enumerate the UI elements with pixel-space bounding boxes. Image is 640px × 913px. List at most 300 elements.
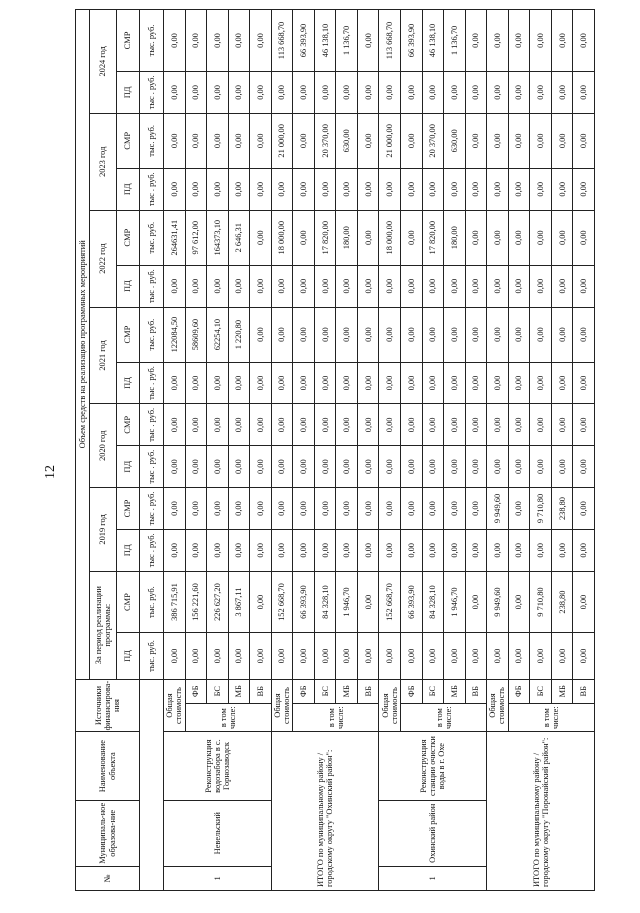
value-cell: 0,00 xyxy=(164,71,186,113)
value-cell: 0,00 xyxy=(293,210,315,265)
value-cell: 0,00 xyxy=(314,307,336,362)
value-cell: 0,00 xyxy=(508,404,530,446)
value-cell: 0,00 xyxy=(185,446,207,488)
source-cell: МБ xyxy=(551,679,573,703)
value-cell: 0,00 xyxy=(573,168,595,210)
value-cell: 0,00 xyxy=(271,488,293,530)
value-cell: 0,00 xyxy=(487,265,509,307)
value-cell: 0,00 xyxy=(573,571,595,633)
value-cell: 0,00 xyxy=(336,446,358,488)
value-cell: 0,00 xyxy=(207,113,229,168)
value-cell: 20 370,00 xyxy=(314,113,336,168)
value-cell: 0,00 xyxy=(465,10,487,72)
value-cell: 0,00 xyxy=(465,446,487,488)
value-cell: 0,00 xyxy=(185,265,207,307)
value-cell: 0,00 xyxy=(551,529,573,571)
value-cell: 0,00 xyxy=(185,113,207,168)
source-cell: БС xyxy=(530,679,552,703)
value-cell: 0,00 xyxy=(379,633,401,679)
value-cell: 0,00 xyxy=(508,113,530,168)
source-cell: Общая стоимость xyxy=(271,679,293,732)
value-cell: 0,00 xyxy=(487,10,509,72)
value-cell: 0,00 xyxy=(293,529,315,571)
value-cell: 0,00 xyxy=(551,404,573,446)
value-cell: 0,00 xyxy=(293,168,315,210)
pd-header: ПД xyxy=(117,265,140,307)
value-cell: 0,00 xyxy=(551,113,573,168)
row-number: 1 xyxy=(379,866,487,890)
municipality-cell: Невельский xyxy=(164,800,272,866)
value-cell: 0,00 xyxy=(293,404,315,446)
value-cell: 0,00 xyxy=(379,362,401,404)
object-cell: Реконструкция станции очистки воды в г. Охе xyxy=(379,732,487,800)
unit-header: тыс. руб. xyxy=(140,10,164,72)
value-cell: 0,00 xyxy=(336,265,358,307)
year-header: 2024 год xyxy=(90,10,117,114)
value-cell: 0,00 xyxy=(379,168,401,210)
value-cell: 630,00 xyxy=(336,113,358,168)
value-cell: 0,00 xyxy=(207,168,229,210)
value-cell: 0,00 xyxy=(250,362,272,404)
rotated-table-container xyxy=(75,9,595,891)
value-cell: 0,00 xyxy=(164,633,186,679)
unit-header: тыс. руб. xyxy=(140,210,164,265)
unit-header: тыс . руб. xyxy=(140,168,164,210)
source-cell: Общая стоимость xyxy=(379,679,401,732)
smr-header: СМР xyxy=(117,113,140,168)
value-cell: 0,00 xyxy=(422,265,444,307)
value-cell: 0,00 xyxy=(185,168,207,210)
value-cell: 0,00 xyxy=(271,529,293,571)
value-cell: 0,00 xyxy=(250,168,272,210)
source-cell: БС xyxy=(314,679,336,703)
value-cell: 0,00 xyxy=(573,488,595,530)
value-cell: 0,00 xyxy=(573,113,595,168)
table-row xyxy=(271,10,293,891)
col-source-header: Источники финансирова-ния xyxy=(76,679,140,732)
value-cell: 0,00 xyxy=(185,529,207,571)
value-cell: 0,00 xyxy=(314,529,336,571)
value-cell: 0,00 xyxy=(551,362,573,404)
value-cell: 0,00 xyxy=(336,307,358,362)
value-cell: 0,00 xyxy=(271,265,293,307)
value-cell: 0,00 xyxy=(336,633,358,679)
value-cell: 0,00 xyxy=(530,10,552,72)
table-body xyxy=(164,10,595,891)
value-cell: 0,00 xyxy=(465,488,487,530)
value-cell: 0,00 xyxy=(164,446,186,488)
value-cell: 0,00 xyxy=(551,10,573,72)
value-cell: 0,00 xyxy=(314,488,336,530)
value-cell: 0,00 xyxy=(228,633,250,679)
value-cell: 66 393,90 xyxy=(293,571,315,633)
value-cell: 0,00 xyxy=(379,446,401,488)
value-cell: 0,00 xyxy=(164,10,186,72)
value-cell: 0,00 xyxy=(228,71,250,113)
value-cell: 0,00 xyxy=(336,404,358,446)
value-cell: 0,00 xyxy=(357,633,379,679)
total-label: ИТОГО по муниципальному району / городскому округу "Охинский район": xyxy=(271,732,379,891)
value-cell: 386 715,91 xyxy=(164,571,186,633)
value-cell: 0,00 xyxy=(530,168,552,210)
pd-header: ПД xyxy=(117,529,140,571)
value-cell: 0,00 xyxy=(271,307,293,362)
value-cell: 0,00 xyxy=(530,633,552,679)
smr-header: СМР xyxy=(117,571,140,633)
value-cell: 0,00 xyxy=(551,446,573,488)
value-cell: 17 820,00 xyxy=(314,210,336,265)
value-cell: 0,00 xyxy=(250,529,272,571)
value-cell: 0,00 xyxy=(465,71,487,113)
value-cell: 0,00 xyxy=(250,404,272,446)
subgroup-label: в том числе: xyxy=(508,703,594,732)
value-cell: 226 627,20 xyxy=(207,571,229,633)
value-cell: 0,00 xyxy=(401,168,423,210)
value-cell: 0,00 xyxy=(530,529,552,571)
value-cell: 0,00 xyxy=(465,168,487,210)
value-cell: 0,00 xyxy=(207,10,229,72)
value-cell: 0,00 xyxy=(293,265,315,307)
value-cell: 0,00 xyxy=(508,210,530,265)
value-cell: 0,00 xyxy=(530,362,552,404)
pd-header: ПД xyxy=(117,446,140,488)
value-cell: 0,00 xyxy=(422,362,444,404)
value-cell: 152 668,70 xyxy=(379,571,401,633)
value-cell: 0,00 xyxy=(465,633,487,679)
value-cell: 0,00 xyxy=(228,404,250,446)
value-cell: 0,00 xyxy=(357,446,379,488)
unit-header: тыс. руб. xyxy=(140,571,164,633)
value-cell: 0,00 xyxy=(207,404,229,446)
unit-header: тыс . руб. xyxy=(140,529,164,571)
value-cell: 0,00 xyxy=(487,633,509,679)
value-cell: 97 612,00 xyxy=(185,210,207,265)
value-cell: 0,00 xyxy=(487,529,509,571)
value-cell: 0,00 xyxy=(508,307,530,362)
value-cell: 0,00 xyxy=(530,210,552,265)
value-cell: 0,00 xyxy=(465,113,487,168)
value-cell: 0,00 xyxy=(444,446,466,488)
value-cell: 0,00 xyxy=(379,404,401,446)
value-cell: 156 221,60 xyxy=(185,571,207,633)
unit-header: тыс . руб. xyxy=(140,362,164,404)
value-cell: 0,00 xyxy=(487,168,509,210)
value-cell: 180,00 xyxy=(336,210,358,265)
value-cell: 113 668,70 xyxy=(271,10,293,72)
value-cell: 46 138,10 xyxy=(314,10,336,72)
unit-header: тыс. руб. xyxy=(140,307,164,362)
value-cell: 122084,50 xyxy=(164,307,186,362)
source-cell: ВБ xyxy=(465,679,487,703)
value-cell: 0,00 xyxy=(487,362,509,404)
value-cell: 0,00 xyxy=(487,307,509,362)
value-cell: 0,00 xyxy=(207,71,229,113)
value-cell: 0,00 xyxy=(357,113,379,168)
value-cell: 0,00 xyxy=(530,265,552,307)
value-cell: 0,00 xyxy=(357,265,379,307)
value-cell: 0,00 xyxy=(508,529,530,571)
value-cell: 0,00 xyxy=(401,210,423,265)
value-cell: 21 000,00 xyxy=(271,113,293,168)
value-cell: 0,00 xyxy=(336,168,358,210)
value-cell: 0,00 xyxy=(487,210,509,265)
value-cell: 0,00 xyxy=(465,307,487,362)
value-cell: 0,00 xyxy=(207,362,229,404)
value-cell: 0,00 xyxy=(401,633,423,679)
value-cell: 0,00 xyxy=(422,529,444,571)
value-cell: 0,00 xyxy=(487,71,509,113)
value-cell: 0,00 xyxy=(573,210,595,265)
value-cell: 0,00 xyxy=(573,71,595,113)
object-cell: Реконструкция водозабора в с. Горнозаводск xyxy=(164,732,272,800)
value-cell: 0,00 xyxy=(207,446,229,488)
value-cell: 1 946,70 xyxy=(336,571,358,633)
value-cell: 0,00 xyxy=(228,529,250,571)
source-cell: БС xyxy=(207,679,229,703)
value-cell: 0,00 xyxy=(293,113,315,168)
value-cell: 0,00 xyxy=(314,633,336,679)
value-cell: 0,00 xyxy=(465,265,487,307)
value-cell: 0,00 xyxy=(444,633,466,679)
value-cell: 0,00 xyxy=(401,362,423,404)
source-cell: Общая стоимость xyxy=(164,679,186,732)
value-cell: 0,00 xyxy=(228,488,250,530)
value-cell: 0,00 xyxy=(508,362,530,404)
value-cell: 0,00 xyxy=(401,265,423,307)
value-cell: 0,00 xyxy=(487,446,509,488)
source-cell: Общая стоимость xyxy=(487,679,509,732)
value-cell: 0,00 xyxy=(530,71,552,113)
page-number: 12 xyxy=(43,465,58,479)
value-cell: 0,00 xyxy=(357,10,379,72)
value-cell: 0,00 xyxy=(444,168,466,210)
pd-header: ПД xyxy=(117,362,140,404)
value-cell: 0,00 xyxy=(357,362,379,404)
value-cell: 0,00 xyxy=(185,71,207,113)
value-cell: 0,00 xyxy=(336,529,358,571)
value-cell: 0,00 xyxy=(314,404,336,446)
value-cell: 0,00 xyxy=(379,488,401,530)
value-cell: 0,00 xyxy=(573,307,595,362)
value-cell: 21 000,00 xyxy=(379,113,401,168)
value-cell: 0,00 xyxy=(250,10,272,72)
value-cell: 0,00 xyxy=(551,168,573,210)
value-cell: 0,00 xyxy=(551,307,573,362)
value-cell: 0,00 xyxy=(228,362,250,404)
source-cell: МБ xyxy=(336,679,358,703)
pd-header: ПД xyxy=(117,71,140,113)
unit-header: тыс. руб. xyxy=(140,633,164,679)
value-cell: 58609,60 xyxy=(185,307,207,362)
value-cell: 0,00 xyxy=(314,168,336,210)
subgroup-label: в том числе: xyxy=(293,703,379,732)
value-cell: 0,00 xyxy=(508,488,530,530)
source-cell: ФБ xyxy=(508,679,530,703)
value-cell: 0,00 xyxy=(250,210,272,265)
pd-header: ПД xyxy=(117,168,140,210)
value-cell: 0,00 xyxy=(508,71,530,113)
pd-header: ПД xyxy=(117,633,140,679)
value-cell: 0,00 xyxy=(357,210,379,265)
value-cell: 0,00 xyxy=(314,265,336,307)
value-cell: 9 710,80 xyxy=(530,571,552,633)
value-cell: 3 867,11 xyxy=(228,571,250,633)
value-cell: 0,00 xyxy=(444,529,466,571)
value-cell: 0,00 xyxy=(336,71,358,113)
value-cell: 0,00 xyxy=(465,362,487,404)
value-cell: 0,00 xyxy=(185,404,207,446)
value-cell: 0,00 xyxy=(573,446,595,488)
value-cell: 0,00 xyxy=(250,446,272,488)
value-cell: 1 136,70 xyxy=(336,10,358,72)
value-cell: 0,00 xyxy=(357,404,379,446)
value-cell: 0,00 xyxy=(401,404,423,446)
overall-header: Объем средств на реализацию программных мероприятий xyxy=(76,10,90,680)
value-cell: 0,00 xyxy=(336,488,358,530)
value-cell: 0,00 xyxy=(551,633,573,679)
col-num-header: № xyxy=(76,866,140,890)
value-cell: 0,00 xyxy=(293,488,315,530)
col-object-header: Наименование объекта xyxy=(76,732,140,800)
value-cell: 66 393,90 xyxy=(293,10,315,72)
value-cell: 0,00 xyxy=(422,71,444,113)
value-cell: 0,00 xyxy=(314,71,336,113)
source-cell: ВБ xyxy=(573,679,595,703)
value-cell: 20 370,00 xyxy=(422,113,444,168)
value-cell: 0,00 xyxy=(487,404,509,446)
value-cell: 0,00 xyxy=(401,529,423,571)
value-cell: 2 646,31 xyxy=(228,210,250,265)
value-cell: 264631,41 xyxy=(164,210,186,265)
value-cell: 0,00 xyxy=(551,265,573,307)
value-cell: 0,00 xyxy=(379,265,401,307)
value-cell: 0,00 xyxy=(422,633,444,679)
value-cell: 0,00 xyxy=(314,362,336,404)
value-cell: 0,00 xyxy=(444,404,466,446)
value-cell: 0,00 xyxy=(357,307,379,362)
value-cell: 0,00 xyxy=(228,113,250,168)
source-cell: МБ xyxy=(444,679,466,703)
value-cell: 0,00 xyxy=(573,633,595,679)
subgroup-label: в том числе: xyxy=(401,703,487,732)
value-cell: 0,00 xyxy=(530,113,552,168)
value-cell: 0,00 xyxy=(228,265,250,307)
value-cell: 0,00 xyxy=(508,10,530,72)
value-cell: 0,00 xyxy=(508,446,530,488)
value-cell: 1 136,70 xyxy=(444,10,466,72)
value-cell: 66 393,90 xyxy=(401,571,423,633)
value-cell: 0,00 xyxy=(573,529,595,571)
value-cell: 0,00 xyxy=(250,265,272,307)
unit-header: тыс . руб. xyxy=(140,488,164,530)
value-cell: 0,00 xyxy=(164,168,186,210)
value-cell: 0,00 xyxy=(530,446,552,488)
value-cell: 62254,10 xyxy=(207,307,229,362)
unit-header: тыс . руб. xyxy=(140,404,164,446)
value-cell: 0,00 xyxy=(250,71,272,113)
value-cell: 0,00 xyxy=(185,488,207,530)
year-header: 2020 год xyxy=(90,404,117,488)
value-cell: 84 328,10 xyxy=(422,571,444,633)
value-cell: 238,80 xyxy=(551,488,573,530)
year-header: 2019 год xyxy=(90,488,117,572)
value-cell: 0,00 xyxy=(357,168,379,210)
value-cell: 630,00 xyxy=(444,113,466,168)
value-cell: 0,00 xyxy=(379,307,401,362)
unit-header: тыс . руб. xyxy=(140,265,164,307)
value-cell: 0,00 xyxy=(530,404,552,446)
value-cell: 0,00 xyxy=(401,71,423,113)
value-cell: 0,00 xyxy=(357,71,379,113)
value-cell: 0,00 xyxy=(228,168,250,210)
value-cell: 0,00 xyxy=(293,633,315,679)
value-cell: 0,00 xyxy=(293,71,315,113)
value-cell: 66 393,90 xyxy=(401,10,423,72)
value-cell: 17 820,00 xyxy=(422,210,444,265)
value-cell: 0,00 xyxy=(271,362,293,404)
value-cell: 0,00 xyxy=(293,362,315,404)
value-cell: 0,00 xyxy=(401,113,423,168)
value-cell: 0,00 xyxy=(508,571,530,633)
value-cell: 0,00 xyxy=(293,446,315,488)
value-cell: 9 949,60 xyxy=(487,488,509,530)
year-header: 2021 год xyxy=(90,307,117,404)
value-cell: 113 668,70 xyxy=(379,10,401,72)
value-cell: 0,00 xyxy=(444,362,466,404)
value-cell: 0,00 xyxy=(422,307,444,362)
source-cell: ВБ xyxy=(357,679,379,703)
value-cell: 0,00 xyxy=(444,71,466,113)
value-cell: 0,00 xyxy=(271,404,293,446)
value-cell: 0,00 xyxy=(250,571,272,633)
table-row xyxy=(487,10,509,891)
value-cell: 0,00 xyxy=(422,488,444,530)
source-cell: ВБ xyxy=(250,679,272,703)
value-cell: 1 220,80 xyxy=(228,307,250,362)
value-cell: 0,00 xyxy=(250,307,272,362)
source-cell: ФБ xyxy=(401,679,423,703)
value-cell: 0,00 xyxy=(185,633,207,679)
table-row xyxy=(379,10,401,891)
value-cell: 0,00 xyxy=(401,446,423,488)
smr-header: СМР xyxy=(117,404,140,446)
value-cell: 152 668,70 xyxy=(271,571,293,633)
value-cell: 0,00 xyxy=(185,10,207,72)
period-header: За период реализации программы: xyxy=(90,571,117,679)
row-number: 1 xyxy=(164,866,272,890)
value-cell: 0,00 xyxy=(573,404,595,446)
source-cell: МБ xyxy=(228,679,250,703)
value-cell: 0,00 xyxy=(551,210,573,265)
value-cell: 0,00 xyxy=(422,168,444,210)
value-cell: 0,00 xyxy=(293,307,315,362)
value-cell: 0,00 xyxy=(508,168,530,210)
value-cell: 9 710,80 xyxy=(530,488,552,530)
table-row xyxy=(164,10,186,891)
value-cell: 0,00 xyxy=(357,571,379,633)
value-cell: 0,00 xyxy=(357,529,379,571)
unit-header: тыс . руб. xyxy=(140,446,164,488)
value-cell: 0,00 xyxy=(228,10,250,72)
value-cell: 0,00 xyxy=(401,488,423,530)
value-cell: 0,00 xyxy=(164,265,186,307)
value-cell: 164373,10 xyxy=(207,210,229,265)
value-cell: 0,00 xyxy=(271,168,293,210)
value-cell: 84 328,10 xyxy=(314,571,336,633)
value-cell: 0,00 xyxy=(357,488,379,530)
value-cell: 0,00 xyxy=(573,265,595,307)
smr-header: СМР xyxy=(117,307,140,362)
